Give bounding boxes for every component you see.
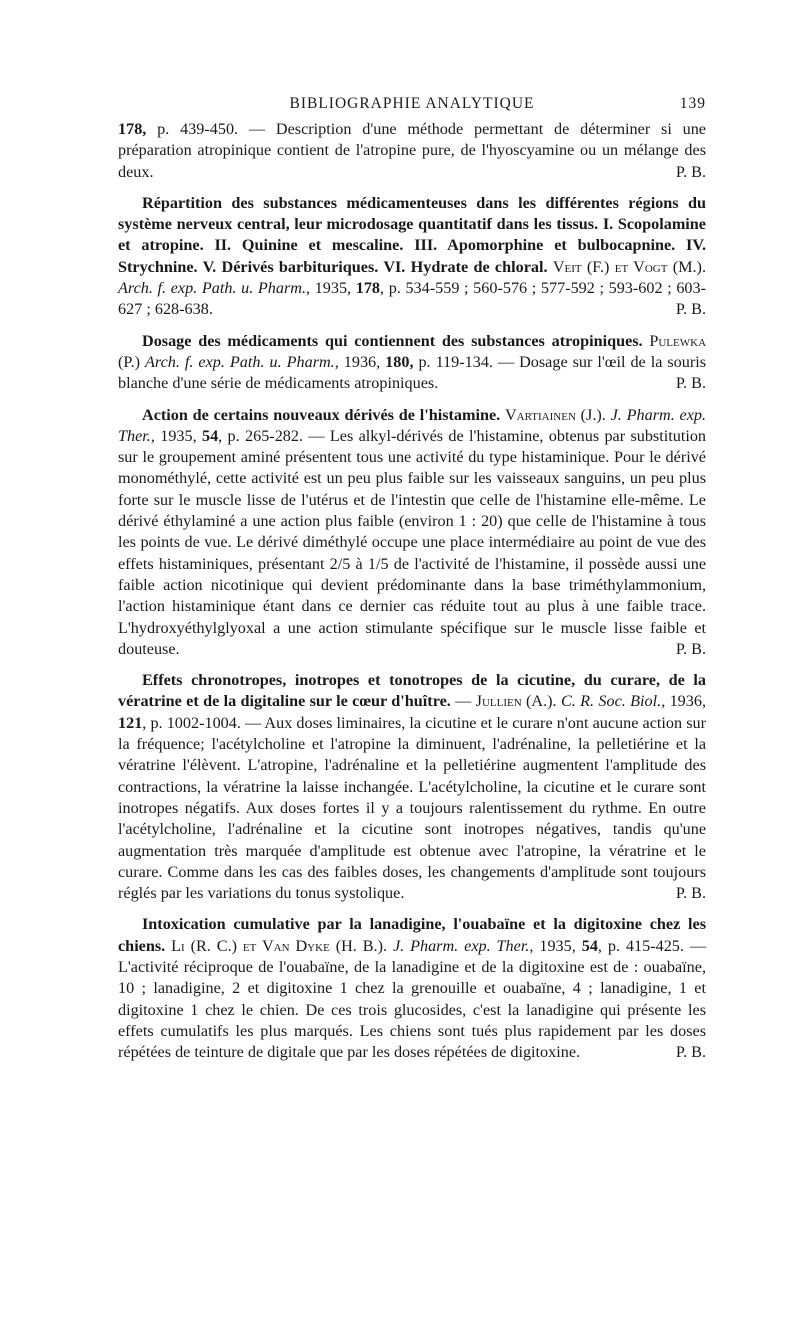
- entry-histamine: [118, 405, 706, 661]
- entry-authors: Pulewka (P.): [118, 331, 707, 371]
- entry-title: Effets chronotropes, inotropes et tonotropes de la cicutine, du curare, de la vératrine et de la digitaline sur le cœur d'huître.: [118, 671, 706, 711]
- entry-body: , p. 415-425. — L'activité réciproque de l'ouabaïne, de la lanadigine et de la digitoxine est de : ouabaïne, 10 ; lanadigine, 2 et digitoxine 1 chez la grenouille et ouabaïne, 4 ; lanadigine, 1 et digitoxine 1 chez le chien. De ces trois glucosides, c'est la lanadigine qui présente les effets cumulatifs les plus marqués. Les chiens sont tués plus rapidement par les doses répétées de teinture de digitale que par les doses répétées de digitoxine.: [118, 936, 707, 1062]
- entry-year: , 1935,: [306, 279, 356, 298]
- running-head: [118, 95, 706, 119]
- entry-effets: [118, 670, 706, 904]
- entry-title: Action de certains nouveaux dérivés de l'histamine.: [142, 405, 501, 424]
- entry-body: , p. 265-282. — Les alkyl-dérivés de l'histamine, obtenus par substitution sur le groupement aminé présentent tous une activité du type histaminique. Pour le dérivé monométhylé, cette activité est un peu plus faible sur les vaisseaux sanguins, un peu plus forte sur le muscle lisse de l'utérus et de l'intestin que celle de l'histamine elle-même. Le dérivé éthylaminé a une action plus faible (environ 1 : 20) que celle de l'histamine à tous les points de vue. Le dérivé diméthylé occupe une place intermédiaire au point de vue des effets histaminiques, présentant 2/5 à 1/5 de l'activité de l'histamine, il possède aussi une faible action nicotinique qui devient prédominante dans la base triméthylammonium, l'action histaminique étant dans ce dernier cas réduite tout au plus à une faible trace. L'hydroxyéthylglyoxal a une action stimulante spécifique sur le muscle lisse faible et douteuse.: [118, 426, 707, 658]
- signature: P. B.: [675, 162, 706, 181]
- volume: 178,: [118, 120, 147, 138]
- entry-repartition: [118, 193, 706, 321]
- entry-body: p. 119-134. — Dosage sur l'œil de la souris blanche d'une série de médicaments atropiniques.: [118, 352, 707, 393]
- entry-body: p. 439-450. — Description d'une méthode permettant de déterminer si une préparation atropinique contient de l'atropine pure, de l'hyoscyamine ou un mélange des deux.: [118, 120, 706, 181]
- entry-authors: — Jullien (A.).: [450, 692, 557, 711]
- entry-body: , p. 534-559 ; 560-576 ; 577-592 ; 593-602 ; 603-627 ; 628-638.: [118, 279, 706, 319]
- entry-authors: Veit (F.) et Vogt (M.).: [552, 257, 706, 276]
- entry-journal: C. R. Soc. Biol.: [560, 692, 662, 711]
- volume: 121: [118, 713, 143, 732]
- entry-authors: Vartiainen (J.).: [504, 405, 606, 424]
- signature: P. B.: [675, 300, 706, 319]
- running-title: BIBLIOGRAPHIE ANALYTIQUE: [289, 95, 535, 112]
- entry-title: Répartition des substances médicamenteuses dans les différentes régions du système nerveux central, leur microdosage quantitatif dans les tissus. I. Scopolamine et atropine. II. Quinine et mescaline. III. Apomorphine et bulbocapnine. IV. Strychnine. V. Dérivés barbituriques. VI. Hydrate de chloral.: [118, 193, 706, 276]
- volume: 54: [581, 936, 598, 955]
- signature: P. B.: [675, 639, 706, 658]
- signature: P. B.: [675, 884, 706, 903]
- entry-title: Intoxication cumulative par la lanadigine, l'ouabaïne et la digitoxine chez les chiens.: [118, 915, 706, 955]
- entry-continuation: [118, 119, 706, 183]
- volume: 180,: [385, 352, 414, 371]
- entry-intoxication: [118, 914, 706, 1063]
- volume: 54: [201, 426, 219, 445]
- entry-journal: Arch. f. exp. Path. u. Pharm.: [118, 279, 306, 298]
- entry-authors: Li (R. C.) et Van Dyke (H. B.).: [171, 936, 388, 955]
- entry-body: , p. 1002-1004. — Aux doses liminaires, la cicutine et le curare n'ont aucune action sur la fréquence; l'acétylcholine et l'atropine la diminuent, l'adrénaline, la pelletiérine et la vératrine l'élèvent. L'atropine, l'adrénaline et la pelletiérine augmentent l'amplitude des contractions, la vératrine la laisse inchangée. L'acétylcholine, la cicutine et le curare sont inotropes négatifs. Aux doses fortes il y a toujours ralentissement du rythme. En outre l'acétylcholine, l'adrénaline et la cicutine sont inotropes négatives, tandis qu'une augmentation très marquée d'amplitude est obtenue avec l'atropine, la vératrine et le curare. Comme dans les cas des faibles doses, les changements d'amplitude sont toujours réglés par les variations du tonus systolique.: [118, 713, 706, 903]
- volume: 178: [355, 279, 381, 298]
- entry-year: , 1936,: [661, 692, 706, 711]
- page-number: 139: [679, 95, 706, 112]
- signature: P. B.: [675, 1043, 706, 1062]
- entry-title: Dosage des médicaments qui contiennent des substances atropiniques.: [142, 331, 643, 350]
- entry-year: , 1935,: [150, 426, 202, 445]
- entry-year: , 1935,: [529, 936, 582, 955]
- entry-dosage: [118, 331, 706, 395]
- entry-journal: J. Pharm. exp. Ther.: [118, 405, 707, 445]
- entry-year: , 1936,: [334, 352, 386, 371]
- entry-journal: J. Pharm. exp. Ther.: [392, 936, 530, 955]
- page: [118, 95, 706, 1073]
- signature: P. B.: [675, 374, 706, 393]
- entry-journal: Arch. f. exp. Path. u. Pharm.: [145, 352, 335, 371]
